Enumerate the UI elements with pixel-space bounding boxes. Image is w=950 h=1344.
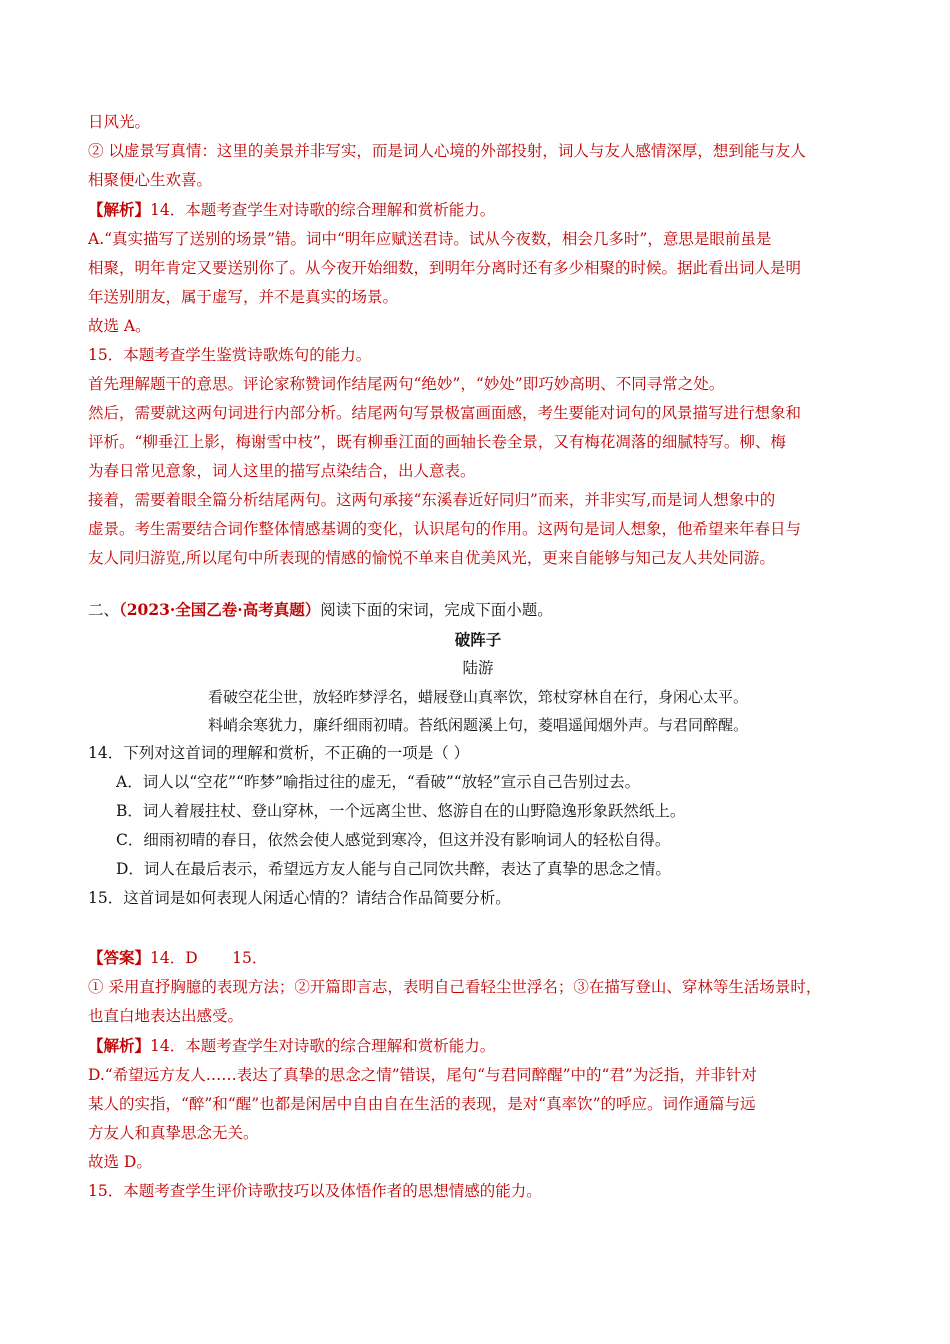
analysis-line: 15．本题考查学生评价诗歌技巧以及体悟作者的思想情感的能力。 <box>88 1182 542 1200</box>
analysis-line: D.“希望远方友人……表达了真挚的思念之情”错误，尾句“与君同醉醒”中的“君”为泛指，并非针对 <box>88 1066 757 1084</box>
analysis-line <box>88 1031 868 1061</box>
analysis-text: 14．本题考查学生对诗歌的综合理解和赏析能力。 <box>150 201 496 219</box>
option-c: C．细雨初晴的春日，依然会使人感觉到寒冷，但这并没有影响词人的轻松自得。 <box>116 831 671 849</box>
analysis-line: 某人的实指，“醉”和“醒”也都是闲居中自由自在生活的表现，是对“真率饮”的呼应。词作通篇与远 <box>88 1095 756 1113</box>
analysis-line: 友人同归游览,所以尾句中所表现的情感的愉悦不单来自优美风光，更来自能够与知己友人共处同游。 <box>88 549 775 567</box>
section-source: （2023·全国乙卷·高考真题） <box>119 600 321 619</box>
analysis-line: 评析。“柳垂江上影，梅谢雪中枝”，既有柳垂江面的画轴长卷全景，又有梅花凋落的细腻特写。柳、梅 <box>88 433 786 451</box>
analysis-line: 然后，需要就这两句词进行内部分析。结尾两句写景极富画面感，考生要能对词句的风景描写进行想象和 <box>88 404 802 422</box>
section-prefix: 二、 <box>88 601 120 619</box>
section-heading <box>88 595 868 625</box>
answer-line: 日风光。 <box>88 113 151 131</box>
poem-line: 料峭余寒犹力，廉纤细雨初晴。苔纸闲题溪上句，菱唱遥闻烟外声。与君同醉醒。 <box>207 716 748 734</box>
analysis-line: 故选 D。 <box>88 1153 152 1171</box>
answer-line <box>88 943 868 973</box>
analysis-line: 相聚，明年肯定又要送别你了。从今夜开始细数，到明年分离时还有多少相聚的时候。据此看出词人是明 <box>88 259 802 277</box>
answer-line: ① 采用直抒胸臆的表现方法；②开篇即言志，表明自己看轻尘世浮名；③在描写登山、穿林等生活场景时， <box>88 978 822 996</box>
answer-line: 也直白地表达出感受。 <box>88 1007 244 1025</box>
poem-line: 看破空花尘世，放轻昨梦浮名，蜡屐登山真率饮，筇杖穿林自在行，身闲心太平。 <box>207 688 748 706</box>
answer-tag: 【答案】 <box>88 948 151 967</box>
poem-title: 破阵子 <box>454 630 502 649</box>
document-page <box>88 108 868 1206</box>
section-instruction: 阅读下面的宋词，完成下面小题。 <box>320 601 553 619</box>
option-a: A．词人以“空花”“昨梦”喻指过往的虚无，“看破”“放轻”宣示自己告别过去。 <box>116 773 641 791</box>
analysis-text: 14．本题考查学生对诗歌的综合理解和赏析能力。 <box>150 1037 496 1055</box>
analysis-line: 为春日常见意象，词人这里的描写点染结合，出人意表。 <box>88 462 476 480</box>
analysis-line: 年送别朋友，属于虚写，并不是真实的场景。 <box>88 288 399 306</box>
question-15: 15．这首词是如何表现人闲适心情的？请结合作品简要分析。 <box>88 889 511 907</box>
analysis-line: 接着，需要着眼全篇分析结尾两句。这两句承接“东溪春近好同归”而来，并非实写,而是词人想象中的 <box>88 491 776 509</box>
answer-text: 14．D 15． <box>150 949 268 967</box>
answer-line: 相聚便心生欢喜。 <box>88 171 213 189</box>
option-b: B．词人着屐拄杖、登山穿林，一个远离尘世、悠游自在的山野隐逸形象跃然纸上。 <box>116 802 686 820</box>
analysis-line <box>88 195 868 225</box>
analysis-line: 虚景。考生需要结合词作整体情感基调的变化，认识尾句的作用。这两句是词人想象，他希望来年春日与 <box>88 520 802 538</box>
analysis-line: 方友人和真挚思念无关。 <box>88 1124 259 1142</box>
analysis-tag: 【解析】 <box>88 1036 151 1055</box>
analysis-line: 首先理解题干的意思。评论家称赞词作结尾两句“绝妙”，“妙处”即巧妙高明、不同寻常之处。 <box>88 375 725 393</box>
analysis-line: A.“真实描写了送别的场景”错。词中“明年应赋送君诗。试从今夜数，相会几多时”，意思是眼前虽是 <box>88 230 772 248</box>
option-d: D．词人在最后表示，希望远方友人能与自己同饮共醉，表达了真挚的思念之情。 <box>116 860 671 878</box>
analysis-line: 故选 A。 <box>88 317 151 335</box>
answer-line: ② 以虚景写真情：这里的美景并非写实，而是词人心境的外部投射，词人与友人感情深厚，想到能与友人 <box>88 142 806 160</box>
spacer <box>88 913 868 943</box>
poem-author: 陆游 <box>462 659 494 677</box>
question-14: 14．下列对这首词的理解和赏析，不正确的一项是（ ） <box>88 744 470 762</box>
spacer <box>88 573 868 595</box>
analysis-tag: 【解析】 <box>88 200 151 219</box>
analysis-line: 15．本题考查学生鉴赏诗歌炼句的能力。 <box>88 346 372 364</box>
